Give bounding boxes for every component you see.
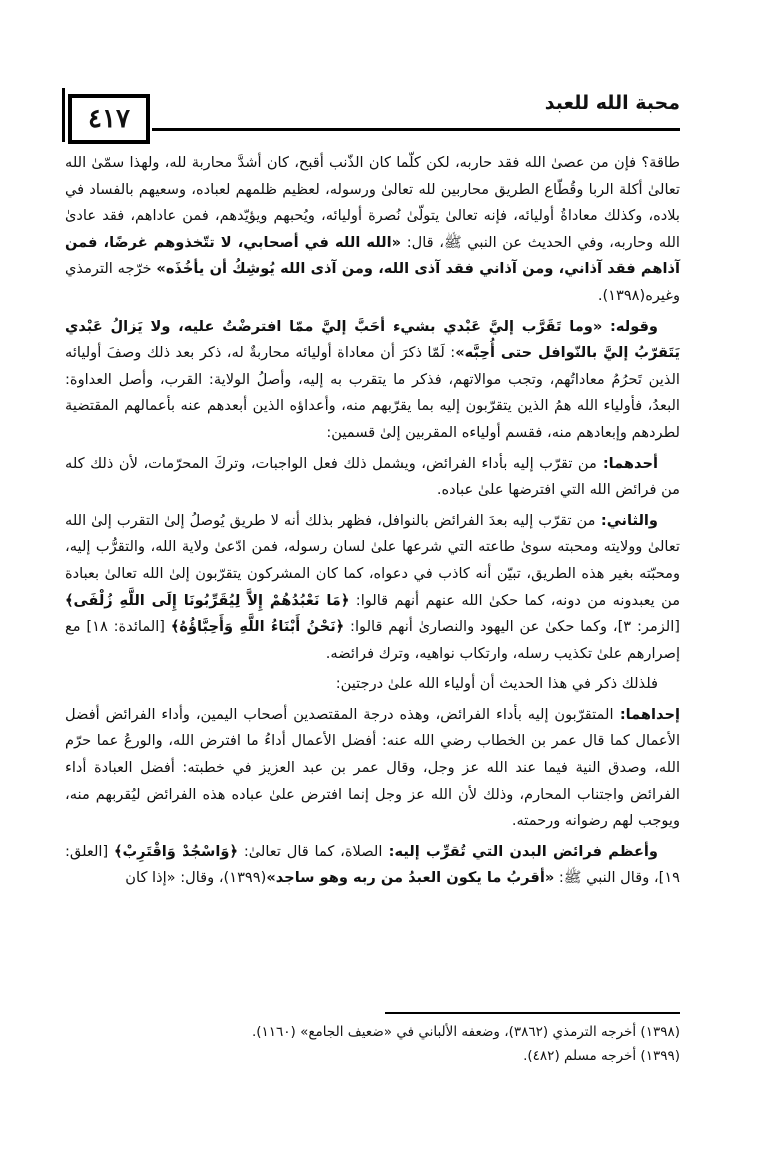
- footnotes: [65, 1020, 680, 1068]
- running-title: محبة الله للعبد: [544, 92, 680, 114]
- text: [المائدة: ١٨] مع إصرارهم علىٰ تكذيب رسله، وارتكاب نواهيه، وترك فرائضه.: [65, 618, 680, 662]
- paragraph-2: [65, 314, 680, 447]
- text: الصلاة، كما قال تعالىٰ:: [238, 842, 383, 860]
- lead-term: أحدهما:: [596, 454, 658, 472]
- lead-term: إحداهما:: [613, 705, 680, 723]
- footnote-rule: [385, 1012, 680, 1014]
- text: فلذلك ذكر في هذا الحديث أن أولياء الله علىٰ درجتين:: [335, 675, 658, 693]
- page-number: ٤١٧: [68, 94, 150, 144]
- paragraph-1: [65, 150, 680, 310]
- paragraph-6: [65, 702, 680, 835]
- footnote: (١٣٩٩) أخرجه مسلم (٤٨٢).: [523, 1048, 680, 1064]
- paragraph-5: [65, 671, 680, 698]
- text: خرّجه الترمذي وغيره(١٣٩٨).: [65, 260, 680, 304]
- hadith-quote: «وما تَقَرَّب إليَّ عَبْدي بشيء أحَبَّ إليَّ ممّا افترضْتُ عليه، ولا يَزالُ عَبْدي يَتَقرّبُ إليَّ بالنّوافل حتى أُحِبَّه»: [65, 317, 680, 362]
- text: [العلق: ١٩]، وقال النبي ﷺ:: [65, 842, 680, 887]
- text: المتقرّبون إليه بأداء الفرائض، وهذه درجة المقتصدين أصحاب اليمين، وأداء الفرائض أفضل الأعمال كما قال عمر بن الخطاب رضي الله عنه: أفضل الأعمال أداءُ ما افترض الله، والورعُ عما حرّم الله، وصدق النية فيما عند الله عز وجل، وقال عمر بن عبد العزيز في خطبته: أفضل العبادة أداء الفرائض واجتناب المحارم، وذلك لأن الله عز وجل إنما افترض علىٰ عباده هذه الفرائض ليُقربهم منه، ويوجب لهم رضوانه ورحمته.: [65, 705, 680, 830]
- text: من تقرّب إليه بعدَ الفرائض بالنوافل، فظهر بذلك أنه لا طريق يُوصلُ إلىٰ التقرب إلىٰ الله تعالىٰ وولايته ومحبته سوىٰ طاعته التي شرعها علىٰ لسان رسوله، فمن ادّعىٰ ولاية الله، والتقرُّب إليه، ومحبّته بغير هذه الطريق، تبيّن أنه كاذب في دعواه، كما كان المشركون يتقرّبون إلىٰ الله تعالىٰ بعبادة من يعبدونه من دونه، كما حكىٰ الله عنهم أنهم قالوا:: [65, 511, 681, 609]
- paragraph-4: [65, 508, 680, 668]
- quran-verse: ﴿وَاسْجُدْ وَاقْتَرِبْ﴾: [113, 842, 239, 860]
- lead-term: والثاني:: [595, 511, 658, 529]
- text: : لَمّا ذكرَ أن معاداة أوليائه محاربةٌ له، ذكر بعد ذلك وصفَ أوليائه الذين تَحرُمُ معاداتُهم، وتجب موالاتهم، فذكر ما يتقرب به إليه، وأصلُ الولاية: القرب، وأصل العداوة: البعدُ، فأولياء الله همُ الذين يتقرّبون إليه بما يقرّبهم منه، وأعداؤه الذين أبعدهم عنه بأعمالهم المقتضية لطردهم وإبعادهم منه، فقسم أولياءه المقربين إلىٰ قسمين:: [65, 344, 680, 441]
- text: من تقرّب إليه بأداء الفرائض، ويشمل ذلك فعل الواجبات، وتركَ المحرّمات، لأن ذلك كله من فرائض الله التي افترضها علىٰ عباده.: [65, 454, 680, 499]
- quran-verse: ﴿مَا نَعْبُدُهُمْ إِلاَّ لِيُقَرِّبُونَا إِلَى اللَّهِ زُلْفَى﴾: [65, 591, 350, 609]
- paragraph-7: [65, 839, 680, 892]
- lead-term: وقوله:: [602, 317, 658, 335]
- hadith-quote: «الله الله في أصحابي، لا تتّخذوهم غرضًا، فمن آذاهم فقد آذاني، ومن آذاني فقد آذى الله، ومن آذى الله يُوشِكُ أن يأخُذَه»: [65, 233, 680, 278]
- lead-term: وأعظم فرائض البدن التي تُقرِّب إليه:: [382, 842, 658, 860]
- hadith-quote: «أقربُ ما يكون العبدُ من ربه وهو ساجد»: [266, 869, 555, 887]
- text: [الزمر: ٣]، وكما حكىٰ عن اليهود والنصارىٰ أنهم قالوا:: [344, 618, 680, 636]
- footnote: (١٣٩٨) أخرجه الترمذي (٣٨٦٢)، وضعفه الألباني في «ضعيف الجامع» (١١٦٠).: [251, 1024, 680, 1040]
- paragraph-3: [65, 451, 680, 504]
- page-header: [60, 86, 680, 146]
- main-text: [65, 150, 680, 892]
- text: طاقة؟ فإن من عصىٰ الله فقد حاربه، لكن كلّما كان الذّنب أقبح، كان أشدَّ محاربة لله، ولهذا سمّىٰ الله تعالىٰ أكلة الربا وقُطّاع الطريق محاربين لله تعالىٰ ورسوله، لعظيم ظلمهم لعباده، وسعيهم بالفساد في بلاده، وكذلك معاداةُ أوليائه، فإنه تعالىٰ يتولّىٰ نُصرة أوليائه، ويُحبهم ويؤيّدهم، فمن عاداهم، فقد عادىٰ الله وحاربه، وفي الحديث عن النبي ﷺ، قال:: [65, 154, 680, 251]
- text: (١٣٩٩)، وقال: «إذا كان: [125, 869, 267, 887]
- quran-verse: ﴿نَحْنُ أَبْنَاءُ اللَّهِ وَأَحِبَّاؤُهُ﴾: [170, 618, 345, 636]
- header-rule: [152, 128, 680, 131]
